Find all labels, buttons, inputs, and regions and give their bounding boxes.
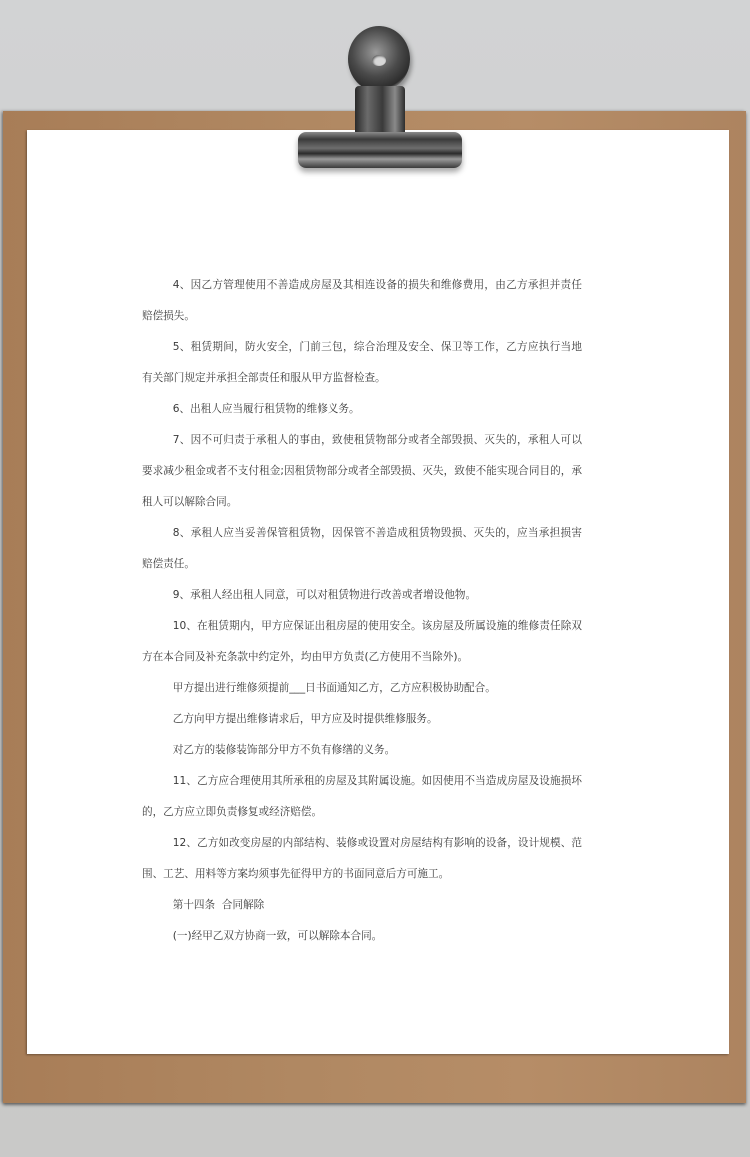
article-14-heading: 第十四条 合同解除 (172, 899, 265, 911)
clause-4: 4、因乙方管理使用不善造成房屋及其相连设备的损失和维修费用，由乙方承担并责任赔偿损失。 (142, 279, 582, 322)
clause-6: 6、出租人应当履行租赁物的维修义务。 (172, 403, 360, 415)
clause-10: 10、在租赁期内，甲方应保证出租房屋的使用安全。该房屋及所属设施的维修责任除双方在本合同及补充条款中约定外，均由甲方负责(乙方使用不当除外)。 (142, 620, 582, 663)
article-14-item-1: (一)经甲乙双方协商一致，可以解除本合同。 (172, 930, 383, 942)
clip-ring-icon (348, 26, 410, 92)
document-body (142, 270, 582, 952)
clip-hole-icon (372, 55, 386, 66)
clause-12: 12、乙方如改变房屋的内部结构、装修或设置对房屋结构有影响的设备，设计规模、范围、工艺、用料等方案均须事先征得甲方的书面同意后方可施工。 (142, 837, 582, 880)
clause-8: 8、承租人应当妥善保管租赁物，因保管不善造成租赁物毁损、灭失的，应当承担损害赔偿责任。 (142, 527, 582, 570)
clause-10-request: 乙方向甲方提出维修请求后，甲方应及时提供维修服务。 (172, 713, 438, 725)
clause-7: 7、因不可归责于承租人的事由，致使租赁物部分或者全部毁损、灭失的，承租人可以要求减少租金或者不支付租金;因租赁物部分或者全部毁损、灭失，致使不能实现合同目的，承租人可以解除合同。 (142, 434, 582, 508)
clause-11: 11、乙方应合理使用其所承租的房屋及其附属设施。如因使用不当造成房屋及设施损坏的，乙方应立即负责修复或经济赔偿。 (142, 775, 582, 818)
clause-9: 9、承租人经出租人同意，可以对租赁物进行改善或者增设他物。 (172, 589, 477, 601)
clause-5: 5、租赁期间，防火安全，门前三包，综合治理及安全、保卫等工作，乙方应执行当地有关部门规定并承担全部责任和服从甲方监督检查。 (142, 341, 582, 384)
clause-10-decoration: 对乙方的装修装饰部分甲方不负有修缮的义务。 (172, 744, 396, 756)
clause-10-notice: 甲方提出进行维修须提前___日书面通知乙方，乙方应积极协助配合。 (172, 682, 496, 694)
